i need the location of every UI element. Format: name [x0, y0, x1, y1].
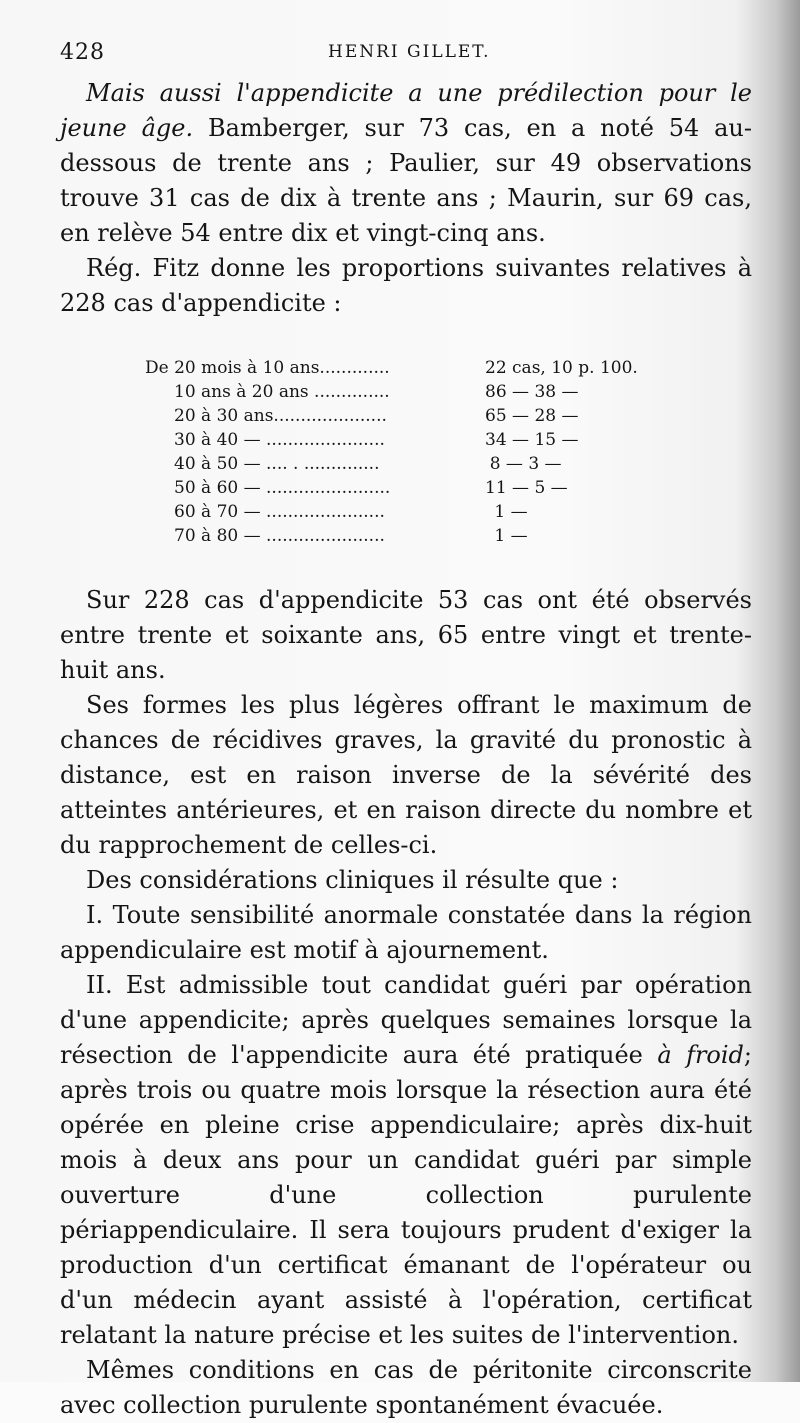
case-count: 34 — 15 —	[485, 430, 579, 450]
case-count: 8 — 3 —	[489, 454, 562, 474]
table-row	[145, 380, 685, 404]
age-range: 30 à 40 — ......................	[174, 430, 385, 450]
paragraph-2: Rég. Fitz donne les proportions suivantes relatives à 228 cas d'appendicite :	[60, 254, 752, 317]
case-count: 22 cas, 10 p. 100.	[485, 358, 638, 378]
table-row	[145, 452, 685, 476]
intro-text	[60, 76, 752, 321]
case-count: 1 —	[494, 502, 528, 522]
age-range: 40 à 50 — .... . ..............	[174, 454, 380, 474]
paragraph-5: Des considérations cliniques il résulte que :	[86, 866, 619, 894]
table-row	[145, 476, 685, 500]
table-row	[145, 356, 685, 380]
table-row	[145, 404, 685, 428]
paragraph-6: I. Toute sensibilité anormale constatée dans la région appendiculaire est motif à ajournement.	[60, 901, 752, 964]
age-range: 50 à 60 — .......................	[174, 478, 391, 498]
paragraph-1-text: Bamberger, sur 73 cas, en a noté 54 au-dessous de trente ans ; Paulier, sur 49 observations trouve 31 cas de dix à trente ans ; Maurin, sur 69 cas, en relève 54 entre dix et vingt-cinq ans.	[60, 114, 752, 247]
main-text	[60, 583, 752, 1423]
running-head: HENRI GILLET.	[328, 42, 491, 62]
paragraph-7	[60, 968, 752, 1353]
paragraph-7-text-a: II. Est admissible tout candidat guéri par opération d'une appendicite; après quelques semaines lorsque la résection de l'appendicite aura été pratiquée	[60, 971, 752, 1069]
paragraph-1-italic: Mais aussi l'appendicite a une prédilection pour le jeune âge.	[60, 79, 752, 142]
paragraph-7-text-b: ; après trois ou quatre mois lorsque la résection aura été opérée en pleine crise appendiculaire; après dix-huit mois à deux ans pour un candidat guéri par simple ouverture d'une collection purulente périappendiculaire. Il sera toujours prudent d'exiger la production d'un certificat émanant de l'opérateur ou d'un médecin ayant assisté à l'opération, certificat relatant la nature précise et les suites de l'intervention.	[60, 1041, 753, 1349]
age-range: 10 ans à 20 ans ..............	[174, 382, 390, 402]
case-count: 86 — 38 —	[485, 382, 579, 402]
table-row	[145, 500, 685, 524]
case-count: 65 — 28 —	[485, 406, 579, 426]
age-range: De 20 mois à 10 ans.............	[145, 358, 390, 378]
paragraph-7-italic: à froid	[657, 1041, 744, 1069]
case-count: 11 — 5 —	[485, 478, 568, 498]
page-number: 428	[60, 40, 105, 65]
age-range: 70 à 80 — ......................	[174, 526, 385, 546]
paragraph-1	[60, 76, 752, 251]
page-header	[60, 40, 750, 72]
paragraph-8: Mêmes conditions en cas de péritonite circonscrite avec collection purulente spontanément évacuée.	[60, 1356, 752, 1419]
age-distribution-table	[145, 356, 685, 548]
age-range: 20 à 30 ans.....................	[174, 406, 387, 426]
table-row	[145, 524, 685, 548]
paragraph-3: Sur 228 cas d'appendicite 53 cas ont été observés entre trente et soixante ans, 65 entre vingt et trente-huit ans.	[60, 586, 752, 684]
table-row	[145, 428, 685, 452]
age-range: 60 à 70 — ......................	[174, 502, 385, 522]
case-count: 1 —	[494, 526, 528, 546]
paragraph-4: Ses formes les plus légères offrant le maximum de chances de récidives graves, la gravité du pronostic à distance, est en raison inverse de la sévérité des atteintes antérieures, et en raison directe du nombre et du rapprochement de celles-ci.	[60, 691, 752, 859]
